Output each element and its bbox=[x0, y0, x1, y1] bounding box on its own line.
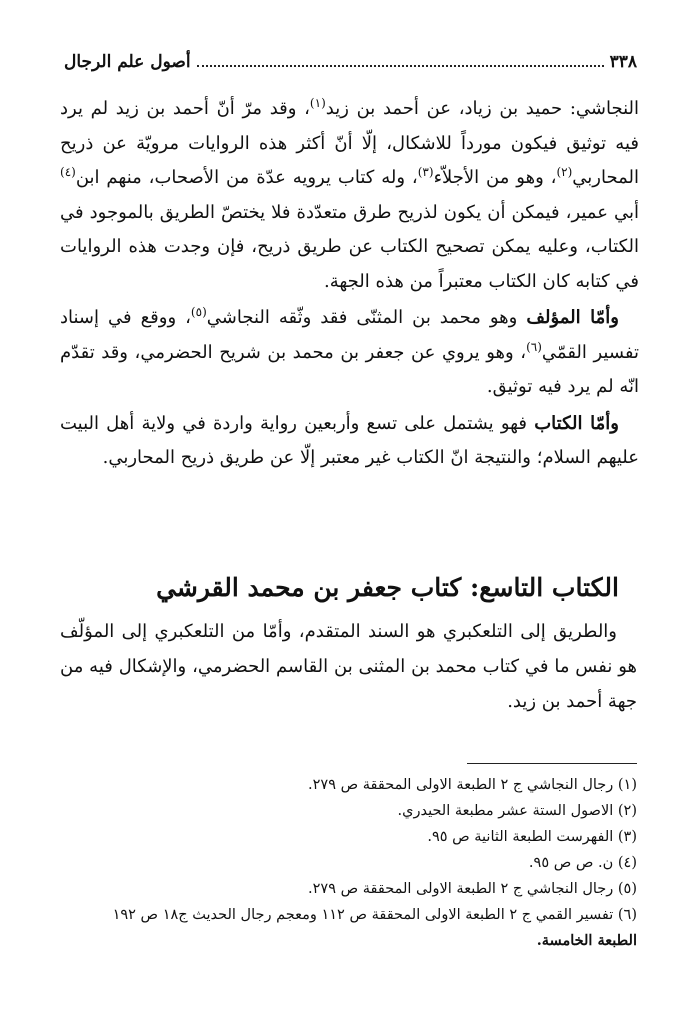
footnote-ref-2: (٢) bbox=[556, 165, 573, 179]
footnote-1: (١) رجال النجاشي ج ٢ الطبعة الاولى المحققة ص ٢٧٩. bbox=[308, 777, 637, 793]
footnote-4: (٤) ن. ص ص ٩٥. bbox=[528, 855, 637, 871]
footnote-6-continuation: الطبعة الخامسة. bbox=[536, 932, 637, 949]
footnote-3: (٣) الفهرست الطبعة الثانية ص ٩٥. bbox=[427, 829, 637, 845]
section-paragraph: والطريق إلى التلعكبري هو السند المتقدم، وأمّا من التلعكبري إلى المؤلّف هو نفس ما في كتاب محمد بن المثنى بن القاسم الحضرمي، والإشكال فيه من جهة أحمد بن زيد. bbox=[60, 621, 637, 712]
footnote-ref-4: (٤) bbox=[60, 165, 76, 179]
page-number: ٣٣٨ bbox=[609, 52, 637, 72]
footnote-5: (٥) رجال النجاشي ج ٢ الطبعة الاولى المحققة ص ٢٧٩. bbox=[308, 881, 637, 897]
p1-text-b: ، وقد مرّ أنّ أحمد بن زيد لم يرد فيه توثيق فيكون مورداً للاشكال، إلّا أنّ أكثر هذه الروايات مرويّة عن ذريح المحاربي bbox=[60, 98, 639, 188]
p1-text-d: ، وله كتاب يرويه عدّة من الأصحاب، منهم ابن bbox=[75, 167, 418, 188]
p2-text-a: وهو محمد بن المثنّى فقد وثّقه النجاشي bbox=[206, 307, 527, 328]
section-heading: الكتاب التاسع: كتاب جعفر بن محمد القرشي bbox=[156, 573, 619, 602]
p1-text-a: النجاشي: حميد بن زياد، عن أحمد بن زيد bbox=[325, 98, 639, 119]
footnote-6: (٦) تفسير القمي ج ٢ الطبعة الاولى المحققة ص ١١٢ ومعجم رجال الحديث ج١٨ ص ١٩٢ bbox=[112, 907, 637, 923]
footnote-ref-6: (٦) bbox=[526, 339, 542, 354]
running-header bbox=[64, 52, 637, 80]
footnote-ref-3: (٣) bbox=[417, 165, 434, 179]
p2-text-b: ، ووقع في إسناد تفسير القمّي bbox=[60, 307, 639, 363]
footnote-ref-1: (١) bbox=[309, 96, 326, 110]
p1-text-e: أبي عمير، فيمكن أن يكون لذريح طرق متعدّدة فلا يختصّ الطريق بالموجود في الكتاب، وعليه يمكن تصحيح الكتاب عن طريق ذريح، فإن وجدت هذه الروايات في كتابه كان الكتاب معتبراً من هذه الجهة. bbox=[60, 201, 639, 292]
paragraph-1 bbox=[60, 92, 639, 299]
paragraph-2 bbox=[60, 301, 639, 405]
section-text bbox=[60, 614, 637, 719]
footnote-separator bbox=[467, 763, 637, 764]
p2-lead: وأمّا المؤلف bbox=[526, 307, 619, 328]
footnotes bbox=[62, 772, 637, 954]
footnote-ref-5: (٥) bbox=[190, 305, 207, 319]
book-title: أصول علم الرجال bbox=[64, 52, 191, 72]
header-dot-leader bbox=[197, 65, 604, 67]
footnote-2: (٢) الاصول الستة عشر مطبعة الحيدري. bbox=[397, 803, 637, 819]
p1-text-c: ، وهو من الأجلاّء bbox=[433, 167, 557, 188]
p3-text: فهو يشتمل على تسع وأربعين رواية واردة في ولاية أهل البيت عليهم السلام؛ والنتيجة انّ الكتاب غير معتبر إلّا عن طريق ذريح المحاربي. bbox=[60, 412, 639, 468]
main-text bbox=[60, 92, 639, 476]
p2-text-c: ، وهو يروي عن جعفر بن محمد بن شريح الحضرمي، وقد تقدّم انّه لم يرد فيه توثيق. bbox=[60, 341, 639, 397]
paragraph-3 bbox=[60, 407, 639, 476]
p3-lead: وأمّا الكتاب bbox=[534, 412, 620, 434]
